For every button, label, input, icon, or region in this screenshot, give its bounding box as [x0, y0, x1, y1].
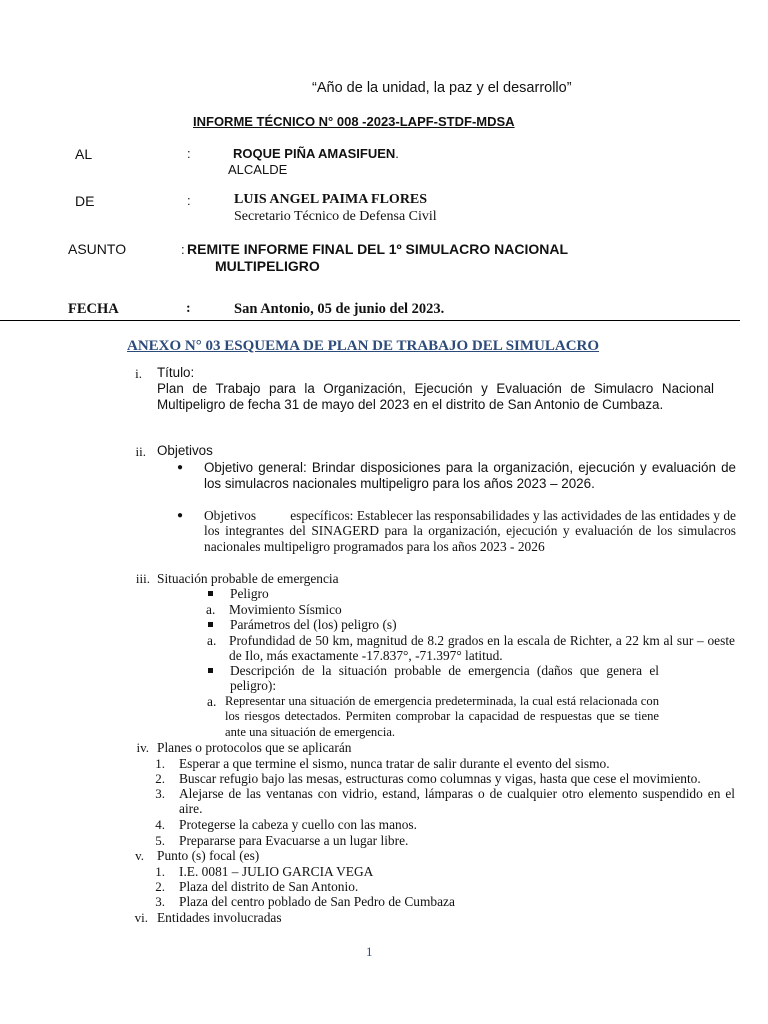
iv-item-text: Buscar refugio bajo las mesas, estructuras como columnas y vigas, hasta que cese el movimiento. [179, 771, 701, 786]
date-label: FECHA [68, 301, 119, 317]
iv-item-text: Alejarse de las ventanas con vidrio, estand, lámparas o de cualquier otro elemento suspendido en el aire. [179, 786, 735, 817]
iv-item-number: 3. [155, 786, 165, 801]
section-i-title: Título: [157, 365, 195, 380]
descripcion-label: Descripción de la situación probable de emergencia (daños que genera el peligro): [230, 663, 659, 694]
motto: “Año de la unidad, la paz y el desarrollo” [312, 80, 572, 96]
section-i-number: i. [135, 366, 142, 381]
v-item-number: 1. [155, 864, 165, 879]
page-number: 1 [366, 944, 373, 959]
descripcion-a-number: a. [207, 694, 217, 709]
section-ii-number: ii. [135, 444, 146, 459]
bullet-icon: ● [177, 462, 184, 473]
peligro-a-number: a. [206, 602, 216, 617]
section-v-number: v. [135, 848, 144, 863]
section-vi-number: vi. [134, 910, 148, 925]
parametros-a-text: Profundidad de 50 km, magnitud de 8.2 grados en la escala de Richter, a 22 km al sur – oeste de Ilo, más exactamente -17.837°, -71.397° latitud. [229, 633, 735, 664]
header-divider [0, 320, 740, 321]
iv-item-text: Esperar a que termine el sismo, nunca tratar de salir durante el evento del sismo. [179, 756, 610, 771]
report-title: INFORME TÉCNICO N° 008 -2023-LAPF-STDF-MDSA [193, 114, 515, 129]
annex-title: ANEXO N° 03 ESQUEMA DE PLAN DE TRABAJO DEL SIMULACRO [127, 338, 600, 354]
subject-line-2: MULTIPELIGRO [215, 258, 320, 274]
date-value: San Antonio, 05 de junio del 2023. [234, 301, 445, 317]
to-role: ALCALDE [228, 162, 288, 177]
iv-item-number: 4. [155, 817, 165, 832]
square-bullet-icon [208, 591, 213, 596]
square-bullet-icon [208, 668, 213, 673]
section-iv-number: iv. [136, 740, 149, 755]
v-item-number: 3. [155, 894, 165, 909]
iv-item-number: 5. [155, 833, 165, 848]
from-name: LUIS ANGEL PAIMA FLORES [234, 192, 428, 207]
section-ii-title: Objetivos [157, 443, 213, 458]
v-item-number: 2. [155, 879, 165, 894]
section-v-title: Punto (s) focal (es) [157, 848, 260, 863]
bullet-icon: ● [177, 510, 184, 521]
section-iii-number: iii. [135, 571, 150, 586]
iv-item-text: Prepararse para Evacuarse a un lugar libre. [179, 833, 409, 848]
to-colon: : [187, 146, 191, 161]
section-iii-title: Situación probable de emergencia [157, 571, 339, 586]
subject-label: ASUNTO [68, 241, 127, 257]
from-colon: : [187, 193, 191, 208]
objective-specific: Objetivos específicos: Establecer las responsabilidades y las actividades de las entidades y de los integrantes del SINAGERD para la organización, ejecución y evaluación de los simulacros nacionales multipeligro programados para los años 2023 - 2026 [204, 508, 740, 554]
section-iv-title: Planes o protocolos que se aplicarán [157, 740, 352, 755]
v-item-text: Plaza del distrito de San Antonio. [179, 879, 359, 894]
objective-general: Objetivo general: Brindar disposiciones para la organización, ejecución y evaluación de los simulacros nacionales multipeligro para los años 2023 – 2026. [204, 460, 736, 491]
v-item-text: Plaza del centro poblado de San Pedro de Cumbaza [179, 894, 455, 909]
iv-item-text: Protegerse la cabeza y cuello con las manos. [179, 817, 417, 832]
subject-colon: : [181, 242, 185, 257]
descripcion-a-text: Representar una situación de emergencia predeterminada, la cual está relacionada con los riesgos detectados. Permiten comprobar la capacidad de respuestas que se tiene ante una situación de emergencia. [225, 694, 659, 739]
iv-item-number: 2. [155, 771, 165, 786]
peligro-a-text: Movimiento Sísmico [229, 602, 342, 617]
v-item-text: I.E. 0081 – JULIO GARCIA VEGA [179, 864, 374, 879]
section-vi-title: Entidades involucradas [157, 910, 282, 925]
parametros-a-number: a. [207, 633, 217, 648]
parametros-label: Parámetros del (los) peligro (s) [230, 617, 397, 632]
section-i-text: Plan de Trabajo para la Organización, Ejecución y Evaluación de Simulacro Nacional Multipeligro de fecha 31 de mayo del 2023 en el distrito de San Antonio de Cumbaza. [157, 381, 714, 412]
subject-line-1: REMITE INFORME FINAL DEL 1º SIMULACRO NACIONAL [187, 241, 569, 257]
to-label: AL [75, 146, 93, 162]
from-role: Secretario Técnico de Defensa Civil [234, 209, 437, 224]
from-label: DE [75, 193, 95, 209]
square-bullet-icon [208, 622, 213, 627]
peligro-label: Peligro [230, 586, 269, 601]
iv-item-number: 1. [155, 756, 165, 771]
to-name: ROQUE PIÑA AMASIFUEN. [233, 146, 399, 161]
date-colon: : [186, 301, 191, 316]
